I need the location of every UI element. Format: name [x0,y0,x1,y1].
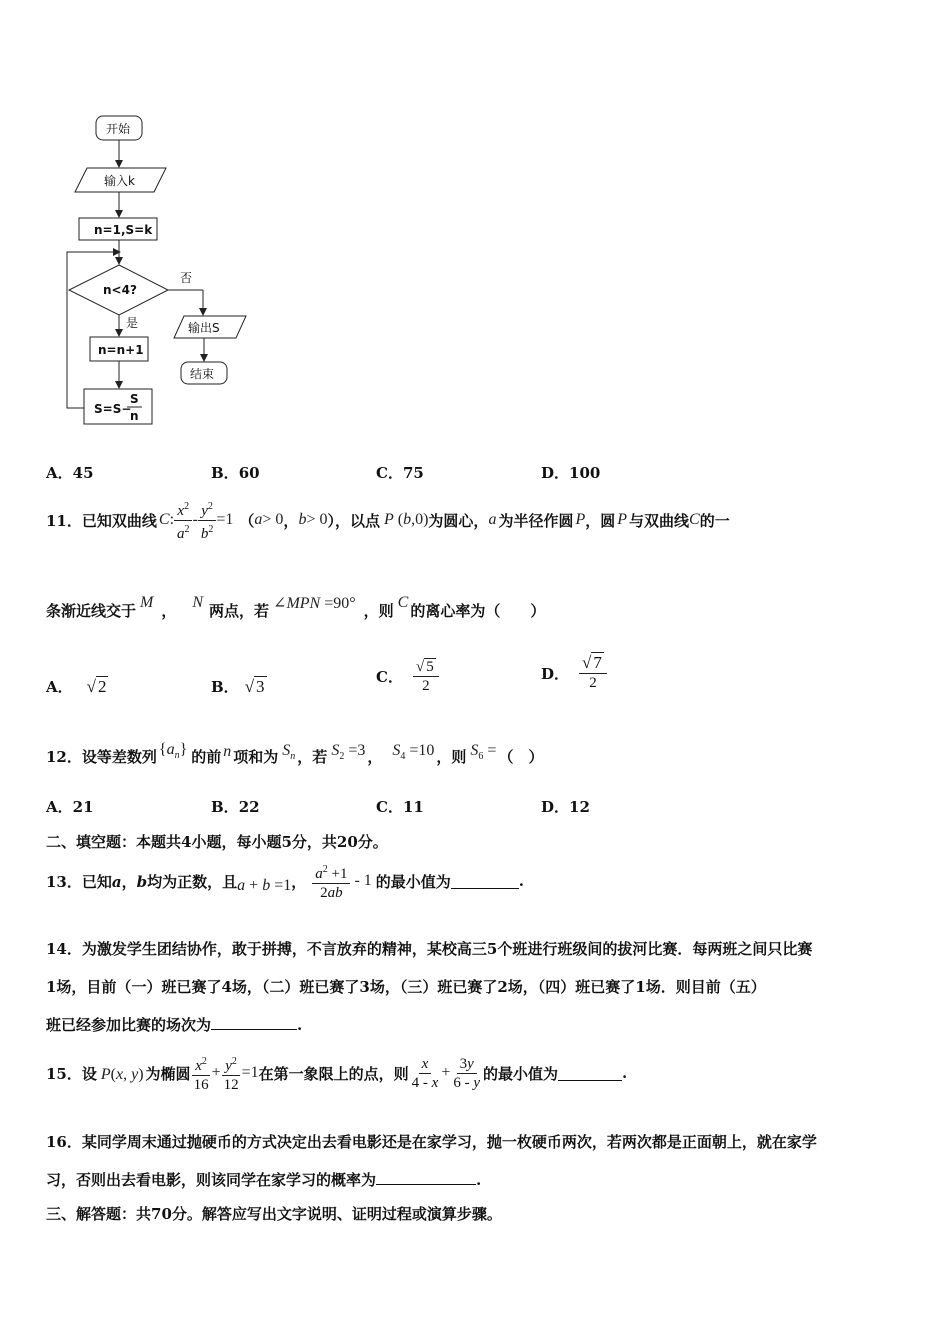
q11-option-b: B． √ 3 [211,676,265,696]
q10-option-b: B．60 [211,464,260,482]
section-3-heading: 三、解答题：共70分。解答应写出文字说明、证明过程或演算步骤。 [46,1205,502,1223]
q11-option-a: A． √ 2 [46,676,107,696]
q10-option-a: A．45 [46,464,94,482]
flowchart [60,110,260,430]
q12-option-a: A．21 [46,798,94,816]
increment-label: n=n+1 [98,343,144,357]
q12-line: 12． 设等差数列 $\{a_n\}$ 的前 n 项和为 $S_n$ ，若 $S_2 =3$ ， $S_4 =10$ ，则 $S_6$ = （ ） [46,740,544,766]
q12-option-c: C．11 [376,798,424,816]
q16-line1: 16．某同学周末通过抛硬币的方式决定出去看电影还是在家学习，抛一枚硬币两次，若两次都是正面朝上，就在家学 [46,1133,817,1151]
q11-line1: 11． 已知双曲线 C : $\frac{x^2}{a^2}$ - $\frac{y^2}{b^2}$ =1 （ a > 0 ， b > 0 ），以点 P ( b ,0) 为圆心， a 为半径作圆 P ，圆 P 与双曲线 C 的一 [46,492,730,548]
q10-option-c: C．75 [376,464,424,482]
end-label: 结束 [190,367,215,381]
start-label: 开始 [106,122,131,136]
yes-label: 是 [126,316,139,330]
input-label: 输入k [104,174,135,188]
q13-line: 13． 已知 a，b 均为正数，且 a + b =1 ， $\frac{a^2 +1}{2ab}$ - 1 的最小值为 . [46,856,524,906]
q12-option-b: B．22 [211,798,260,816]
no-label: 否 [180,271,193,285]
q12-option-d: D．12 [541,798,590,816]
update-prefix: S=S− [94,402,132,416]
q11-option-c: C． $\frac{√ 5}{2}$ [376,658,439,695]
q15-line: 15． 设 P(x, y) 为椭圆 $\frac{x^2}{16}$ + $\frac{y^2}{12}$ =1 在第一象限上的点，则 $\frac{x}{4 - x}$ + $\frac{3y}{6 - y}$ 的最小值为 . [46,1048,627,1098]
q14-line3: 班已经参加比赛的场次为 . [46,1016,303,1034]
q14-line1: 14．为激发学生团结协作，敢于拼搏，不言放弃的精神，某校高三5个班进行班级间的拔河比赛．每两班之间只比赛 [46,940,813,958]
output-label: 输出S [188,321,220,335]
q11-line2: 条渐近线交于 M ， N 两点，若 ∠MPN =90° ，则 C 的离心率为（ ） [46,594,546,620]
q14-line2: 1场，目前（一）班已赛了4场，（二）班已赛了3场，（三）班已赛了2场，（四）班已赛了1场．则目前（五） [46,978,766,996]
init-label: n=1,S=k [94,223,153,237]
section-2-heading: 二、填空题：本题共4小题，每小题5分，共20分。 [46,833,388,851]
condition-label: n<4? [103,283,137,297]
q11-option-d: D． $\frac{√ 7}{2}$ [541,654,607,692]
q16-line2: 习，否则出去看电影，则该同学在家学习的概率为 . [46,1171,482,1189]
update-den: n [130,409,139,423]
q10-option-d: D．100 [541,464,601,482]
update-num: S [130,392,139,406]
